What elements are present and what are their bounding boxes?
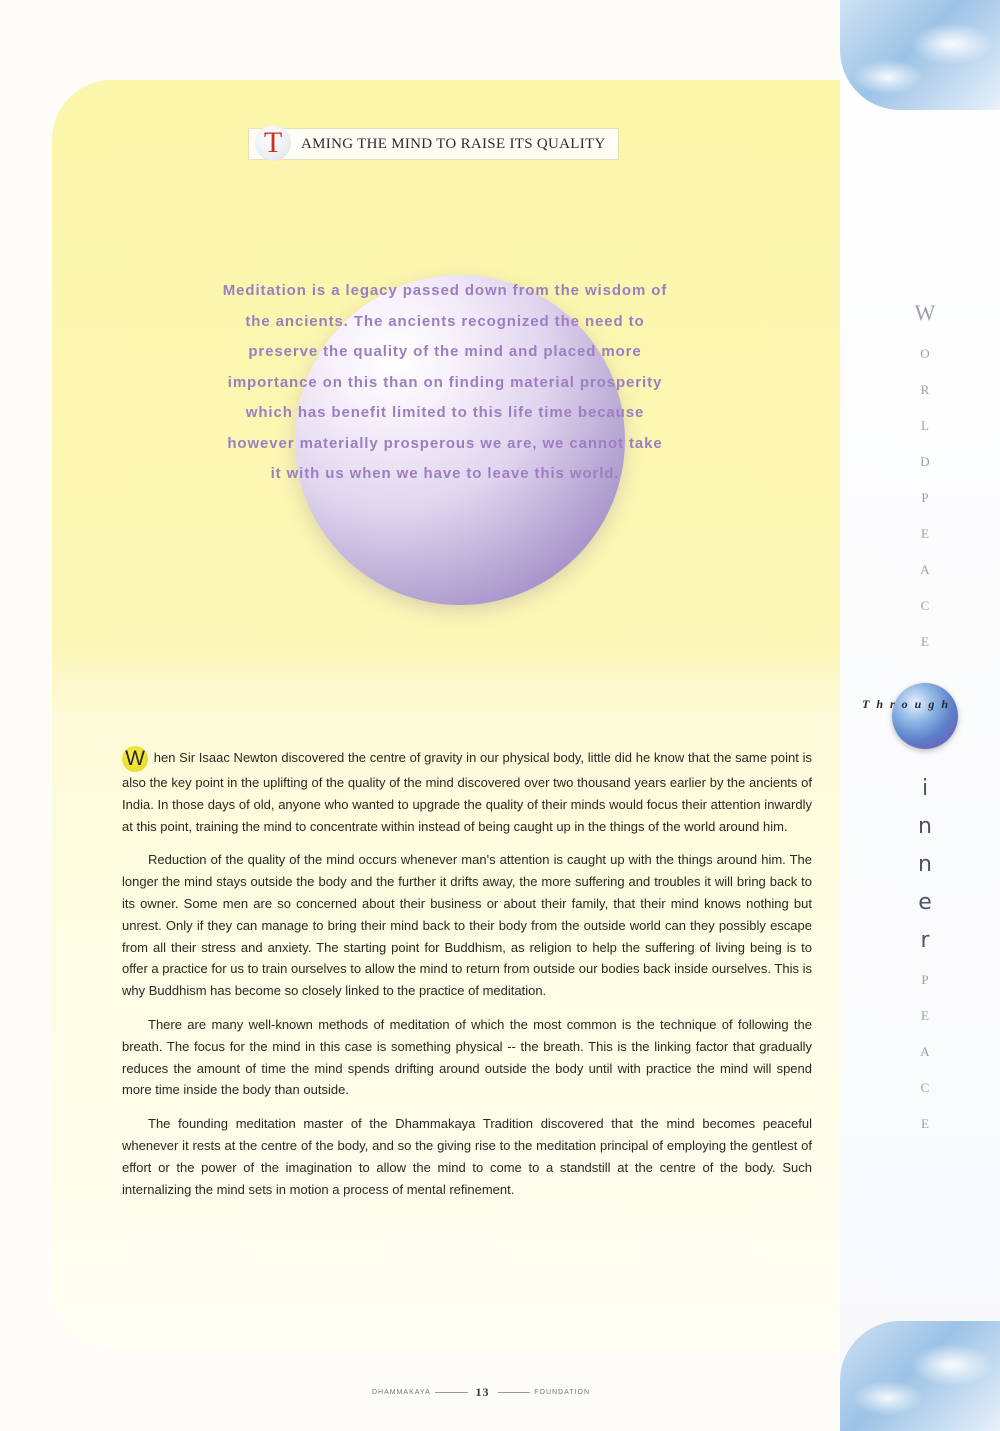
vertical-world-peace xyxy=(880,300,970,660)
vertical-letter: E xyxy=(921,1008,929,1023)
vertical-letter: E xyxy=(921,1116,929,1131)
vertical-letter: n xyxy=(918,852,932,877)
paragraph-1-text: hen Sir Isaac Newton discovered the centre of gravity in our physical body, little did he know that the same point is also the key point in the uplifting of the quality of the mind discovered over two thousand years earlier by the ancients of India. In those days of old, anyone who wanted to upgrade the quality of their minds would focus their attention inwardly at this point, training the mind to concentrate within instead of being caught up in the things of the world around him. xyxy=(122,750,812,834)
page-footer xyxy=(372,1382,590,1402)
section-title xyxy=(248,128,619,160)
sky-decoration-bottom xyxy=(840,1321,1000,1431)
vertical-peace xyxy=(880,962,970,1142)
title-text: AMING THE MIND TO RAISE ITS QUALITY xyxy=(301,135,606,152)
vertical-letter: L xyxy=(921,418,929,433)
article-body xyxy=(122,746,812,1212)
page-number: 13 xyxy=(475,1384,490,1399)
vertical-letter: i xyxy=(921,776,929,801)
footer-rule xyxy=(435,1392,468,1393)
vertical-letter: W xyxy=(914,300,936,325)
paragraph-4: The founding meditation master of the Dhammakaya Tradition discovered that the mind becomes peaceful whenever it rests at the centre of the body, and so the giving rise to the meditation principal of employing the gentlest of effort or the power of the imagination to allow the mind to come to a standstill at the centre of the body. Such internalizing the mind sets in motion a process of mental refinement. xyxy=(122,1116,812,1197)
globe-icon xyxy=(892,683,958,749)
vertical-letter: C xyxy=(920,598,930,613)
vertical-inner xyxy=(880,770,970,960)
drop-cap: W xyxy=(122,746,148,772)
footer-left-text: DHAMMAKAYA xyxy=(372,1388,431,1396)
vertical-letter: P xyxy=(921,972,929,987)
vertical-letter: D xyxy=(920,454,930,469)
paragraph-1 xyxy=(122,746,812,837)
vertical-letter: A xyxy=(920,562,930,577)
vertical-letter: r xyxy=(920,928,930,953)
pull-quote: Meditation is a legacy passed down from the wisdom of the ancients. The ancients recognized the need to preserve the quality of the mind and placed more importance on this than on finding material prosperity which has benefit limited to this life time because however materially prosperous we are, we cannot take it with us when we have to leave this world. xyxy=(222,282,668,482)
vertical-letter: R xyxy=(920,382,930,397)
sky-decoration-top xyxy=(840,0,1000,110)
vertical-letter: C xyxy=(920,1080,930,1095)
vertical-letter: P xyxy=(921,490,929,505)
vertical-letter: E xyxy=(921,634,929,649)
vertical-letter: n xyxy=(918,814,932,839)
title-initial: T xyxy=(255,125,291,161)
footer-rule xyxy=(498,1392,531,1393)
through-label: Through xyxy=(862,697,956,711)
vertical-letter: A xyxy=(920,1044,930,1059)
vertical-letter: O xyxy=(920,346,930,361)
vertical-letter: e xyxy=(918,890,932,915)
paragraph-2: Reduction of the quality of the mind occurs whenever man's attention is caught up with the things around him. The longer the mind stays outside the body and the further it drifts away, the more suffering and troubles it will bring back to its owner. Some men are so concerned about their business or about their family, that their mind knows nothing but unrest. Only if they can manage to bring their mind back to their body from the outside world can they possibly escape from all their stress and anxiety. The starting point for Buddhism, as religion to help the suffering of living being is to offer a practice for us to train ourselves to allow the mind to return from outside our bodies back inside ourselves. This is why Buddhism has become so closely linked to the practice of meditation. xyxy=(122,852,812,999)
paragraph-3: There are many well-known methods of meditation of which the most common is the technique of following the breath. The focus for the mind in this case is something physical -- the breath. This is the linking factor that gradually reduces the amount of time the mind spends drifting around outside the body until with practice the mind will spend more time inside the body than outside. xyxy=(122,1016,812,1098)
footer-right-text: FOUNDATION xyxy=(534,1388,591,1396)
vertical-letter: E xyxy=(921,526,929,541)
